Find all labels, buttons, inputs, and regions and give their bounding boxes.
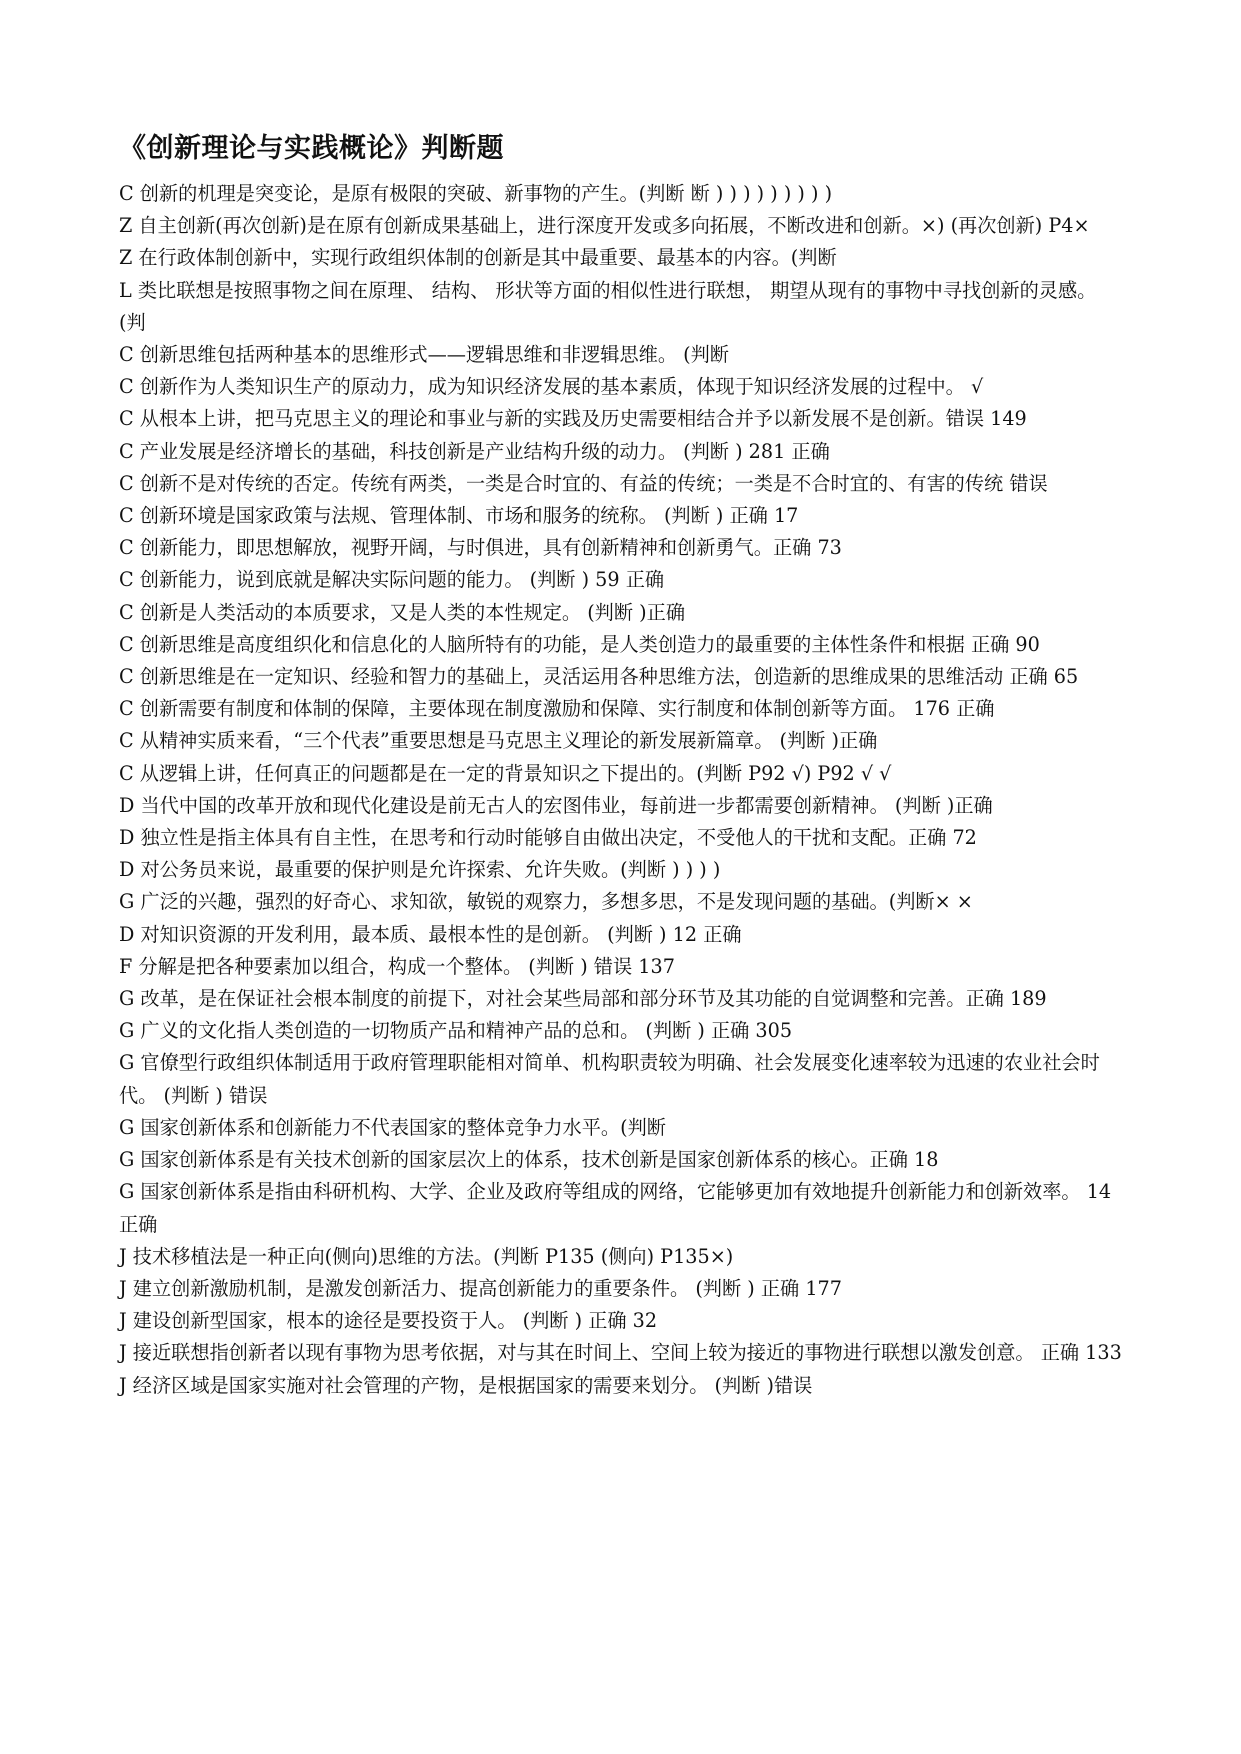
question-item: G 国家创新体系和创新能力不代表国家的整体竞争力水平。(判断	[119, 1115, 666, 1139]
question-item: C 创新的机理是突变论，是原有极限的突破、新事物的产生。(判断 断 ) ) ) ) ) ) ) ) )	[119, 182, 833, 205]
question-item: J 建设创新型国家，根本的途径是要投资于人。 (判断 ) 正确 32	[119, 1309, 658, 1333]
question-item: G 广义的文化指人类创造的一切物质产品和精神产品的总和。 (判断 ) 正确 305	[119, 1019, 793, 1043]
question-item: G 官僚型行政组织体制适用于政府管理职能相对简单、机构职责较为明确、社会发展变化速率较为迅速的农业社会时代。 (判断 ) 错误	[119, 1051, 1100, 1107]
question-item: D 对公务员来说，最重要的保护则是允许探索、允许失败。(判断 ) ) ) )	[119, 858, 721, 882]
question-item: C 创新思维是在一定知识、经验和智力的基础上，灵活运用各种思维方法，创造新的思维成果的思维活动 正确 65	[119, 665, 1079, 689]
question-item: C 创新是人类活动的本质要求，又是人类的本性规定。 (判断 )正确	[119, 600, 686, 624]
question-item: C 创新不是对传统的否定。传统有两类，一类是合时宜的、有益的传统；一类是不合时宜的、有害的传统 错误	[119, 471, 1048, 495]
question-item: D 对知识资源的开发利用，最本质、最根本性的是创新。 (判断 ) 12 正确	[119, 922, 742, 946]
question-item: C 产业发展是经济增长的基础，科技创新是产业结构升级的动力。 (判断 ) 281 正确	[119, 439, 830, 463]
question-item: C 创新环境是国家政策与法规、管理体制、市场和服务的统称。 (判断 ) 正确 17	[119, 504, 799, 528]
question-item: C 创新需要有制度和体制的保障，主要体现在制度激励和保障、实行制度和体制创新等方面。 176 正确	[119, 697, 995, 721]
question-item: C 创新作为人类知识生产的原动力，成为知识经济发展的基本素质，体现于知识经济发展的过程中。 √	[119, 375, 984, 399]
question-item: J 接近联想指创新者以现有事物为思考依据，对与其在时间上、空间上较为接近的事物进行联想以激发创意。 正确 133	[119, 1341, 1122, 1365]
document-title: 《创新理论与实践概论》判断题	[119, 133, 504, 164]
question-item: Z 自主创新(再次创新)是在原有创新成果基础上，进行深度开发或多向拓展，不断改进和创新。×) (再次创新) P4×	[119, 214, 1090, 238]
document-page	[119, 132, 1129, 1402]
question-item: C 创新思维是高度组织化和信息化的人脑所特有的功能，是人类创造力的最重要的主体性条件和根据 正确 90	[119, 632, 1040, 656]
question-item: G 国家创新体系是有关技术创新的国家层次上的体系，技术创新是国家创新体系的核心。正确 18	[119, 1148, 939, 1172]
question-item: C 从逻辑上讲，任何真正的问题都是在一定的背景知识之下提出的。(判断 P92 √) P92 √ √	[119, 761, 892, 785]
question-item: F 分解是把各种要素加以组合，构成一个整体。 (判断 ) 错误 137	[119, 954, 675, 978]
question-item: Z 在行政体制创新中，实现行政组织体制的创新是其中最重要、最基本的内容。(判断	[119, 246, 837, 270]
question-item: G 国家创新体系是指由科研机构、大学、企业及政府等组成的网络，它能够更加有效地提升创新能力和创新效率。 14 正确	[119, 1180, 1112, 1236]
question-item: L 类比联想是按照事物之间在原理、 结构、 形状等方面的相似性进行联想， 期望从现有的事物中寻找创新的灵感。 (判	[119, 278, 1097, 334]
question-item: C 从精神实质来看，“三个代表”重要思想是马克思主义理论的新发展新篇章。 (判断 )正确	[119, 729, 878, 753]
question-item: J 技术移植法是一种正向(侧向)思维的方法。(判断 P135 (侧向) P135×)	[119, 1244, 734, 1268]
question-item: D 当代中国的改革开放和现代化建设是前无古人的宏图伟业，每前进一步都需要创新精神。 (判断 )正确	[119, 793, 993, 817]
question-item: D 独立性是指主体具有自主性，在思考和行动时能够自由做出决定，不受他人的干扰和支配。正确 72	[119, 826, 977, 850]
question-item: J 经济区域是国家实施对社会管理的产物，是根据国家的需要来划分。 (判断 )错误	[119, 1373, 813, 1397]
question-item: C 创新能力，即思想解放，视野开阔，与时俱进，具有创新精神和创新勇气。正确 73	[119, 536, 842, 560]
question-item: C 创新思维包括两种基本的思维形式——逻辑思维和非逻辑思维。 (判断	[119, 343, 729, 367]
question-item: G 改革，是在保证社会根本制度的前提下，对社会某些局部和部分环节及其功能的自觉调整和完善。正确 189	[119, 987, 1047, 1011]
question-item: J 建立创新激励机制，是激发创新活力、提高创新能力的重要条件。 (判断 ) 正确 177	[119, 1276, 842, 1300]
question-item: C 创新能力，说到底就是解决实际问题的能力。 (判断 ) 59 正确	[119, 568, 665, 592]
question-item: C 从根本上讲，把马克思主义的理论和事业与新的实践及历史需要相结合并予以新发展不是创新。错误 149	[119, 407, 1027, 431]
question-list	[119, 178, 1129, 1402]
question-item: G 广泛的兴趣，强烈的好奇心、求知欲，敏锐的观察力，多想多思，不是发现问题的基础。(判断× ×	[119, 890, 973, 914]
